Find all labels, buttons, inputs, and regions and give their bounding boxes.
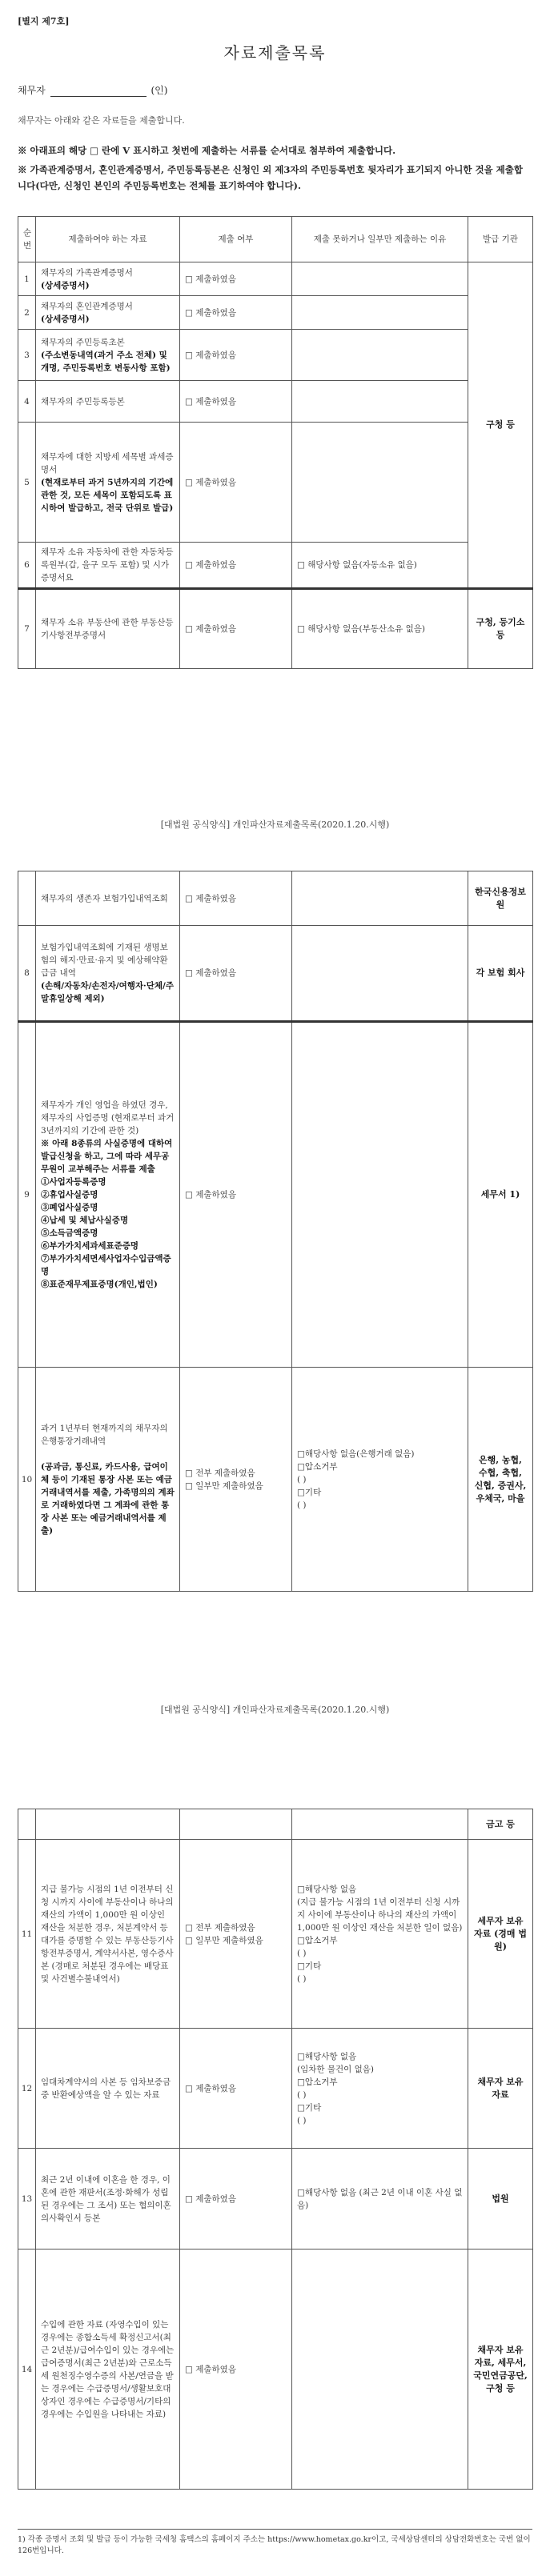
reason-checkbox[interactable]: □ 해당사항 없음(자동소유 없음)	[292, 543, 468, 589]
table-row: 7 채무자 소유 부동산에 관한 부동산등기사항전부증명서 □ 제출하였음 □ 해당사항 없음(부동산소유 없음) 구청, 등기소 등	[18, 589, 533, 669]
reason-checkbox[interactable]: □ 해당사항 없음(부동산소유 없음)	[292, 589, 468, 669]
header-submitted: 제출 여부	[180, 217, 292, 262]
header-item: 제출하여야 하는 자료	[36, 217, 180, 262]
table-row: 8 보험가입내역조회에 기재된 생명보험의 해지·만료·유지 및 예상해약환급금 내역 (손해/자동차/손전자/여행자·단체/주말휴일상해 제외) □ 제출하였음 각 보험 회사	[18, 926, 533, 1022]
reason-checkbox[interactable]: □해당사항 없음(은행거래 없음)	[297, 1448, 415, 1459]
table-row: 10 과거 1년부터 현재까지의 채무자의 은행통장거래내역 (공과금, 통신료, 카드사용, 급여이체 등이 기재된 통장 사본 또는 예금거래내역서를 제출, 가족명의의 계좌로 거래하였다면 그 계좌에 관한 통장 사본 또는 예금거래내역서를 제출) □ 전부 제출하였음 □ 일부만 제출하였음 □해당사항 없음(은행거래 없음) □압소거부 ( ) □기타 ( ) 은행, 농협, 수협, 축협, 신협, 증권사, 우체국, 마을	[18, 1368, 533, 1592]
submitted-checkbox[interactable]: □ 제출하였음	[180, 589, 292, 669]
issuer-cell: 세무서 1)	[468, 1022, 533, 1368]
submitted-checkbox[interactable]: □ 제출하였음	[180, 926, 292, 1022]
submitted-checkbox[interactable]: □ 제출하였음	[180, 543, 292, 589]
table-row: 12 임대차계약서의 사본 등 임차보증금 중 반환예상액을 알 수 있는 자료 □ 제출하였음 □해당사항 없음 (임차한 물건이 없음) □압소거부 ( ) □기타 ( ) 채무자 보유 자료	[18, 2029, 533, 2149]
note-1: ※ 아래표의 해당 □ 란에 V 표시하고 첫번에 제출하는 서류를 순서대로 첨부하여 제출합니다.	[18, 145, 396, 156]
table-row: 11 지급 불가능 시점의 1년 이전부터 신청 시까지 사이에 부동산이나 하나의 재산의 가액이 1,000만 원 이상인 재산을 처분한 경우, 처분계약서 등 대가를 증명할 수 있는 부동산등기사항전부증명서, 계약서사본, 영수증사본 (경매로 처분된 경우에는 배당표 및 사건별수불내역서) □ 전부 제출하였음 □ 일부만 제출하였음 □해당사항 없음 (지급 불가능 시점의 1년 이전부터 신청 시까지 사이에 부동산이나 하나의 재산의 가액이 1,000만 원 이상인 재산을 처분한 일이 없음) □압소거부 ( ) □기타 ( ) 세무자 보유 자료 (경매 법원)	[18, 1840, 533, 2029]
submitted-all-checkbox[interactable]: □ 전부 제출하였음	[185, 1468, 255, 1478]
issuer-cell: 세무자 보유 자료 (경매 법원)	[468, 1840, 533, 2029]
table-row: 1 채무자의 가족관계증명서 (상세증명서) □ 제출하였음 구청 등	[18, 262, 533, 296]
reason-checkbox[interactable]: □압소거부	[297, 1461, 338, 1472]
submitted-partial-checkbox[interactable]: □ 일부만 제출하였음	[185, 1480, 263, 1491]
intro-text: 채무자는 아래와 같은 자료들을 제출합니다.	[18, 115, 185, 126]
reason-checkbox[interactable]: □기타	[297, 1961, 322, 1971]
submitted-checkbox[interactable]: □ 제출하였음	[180, 871, 292, 926]
table-row: 13 최근 2년 이내에 이혼을 한 경우, 이혼에 관한 재판서(조정·화해가 성립된 경우에는 그 조서) 또는 협의이혼의사확인서 등본 □ 제출하였음 □해당사항 없음 (최근 2년 이내 이혼 사실 없음) 법원	[18, 2149, 533, 2249]
reason-checkbox[interactable]: □압소거부	[297, 2077, 338, 2087]
table-page-1	[18, 216, 532, 669]
reason-checkbox[interactable]: □기타	[297, 2102, 322, 2113]
header-issuer: 발급 기관	[468, 217, 533, 262]
seal-label: (인)	[151, 85, 168, 96]
issuer-cell: 구청 등	[468, 262, 533, 589]
submitted-checkbox[interactable]: □ 제출하였음	[180, 262, 292, 296]
reason-checkbox[interactable]: □해당사항 없음	[297, 1884, 357, 1894]
reason-checkbox[interactable]: □기타	[297, 1487, 322, 1497]
table-row: 9 채무자가 개인 영업을 하였던 경우, 채무자의 사업증명 (현재로부터 과거 3년까지의 기간에 관한 것) ※ 아래 8종류의 사실증명에 대하여 발급신청을 하고, 그에 따라 세무공무원이 교부해주는 서류를 제출 ①사업자등록증명 ②휴업사실증명 ③폐업사실증명 ④납세 및 체납사실증명 ⑤소득금액증명 ⑥부가가치세과세표준증명 ⑦부가가치세면세사업자수입금액증명 ⑧표준재무제표증명(개인,법인) □ 제출하였음 세무서 1)	[18, 1022, 533, 1368]
page-footer-2: [대법원 공식양식] 개인파산자료제출목록(2020.1.20.시행)	[160, 1705, 390, 1715]
issuer-cell: 금고 등	[468, 1809, 533, 1840]
issuer-cell: 한국신용정보원	[468, 871, 533, 926]
submitted-checkbox[interactable]: □ 제출하였음	[180, 2149, 292, 2249]
debtor-name-field[interactable]	[50, 85, 147, 97]
table-row: 6 채무자 소유 자동차에 관한 자동차등록원부(갑, 을구 모두 포함) 및 시가 증명서요 □ 제출하였음 □ 해당사항 없음(자동소유 없음)	[18, 543, 533, 589]
issuer-cell: 채무자 보유 자료	[468, 2029, 533, 2149]
issuer-cell: 각 보험 회사	[468, 926, 533, 1022]
notes	[18, 142, 530, 197]
issuer-cell: 구청, 등기소 등	[468, 589, 533, 669]
submitted-checkbox[interactable]: □ 제출하였음	[180, 381, 292, 423]
issuer-cell: 채무자 보유 자료, 세무서, 국민연금공단, 구청 등	[468, 2249, 533, 2490]
submitted-checkbox[interactable]: □ 제출하였음	[180, 330, 292, 381]
submitted-checkbox[interactable]: □ 제출하였음	[180, 1022, 292, 1368]
table-row: 4 채무자의 주민등록등본 □ 제출하였음	[18, 381, 533, 423]
form-tag: [별지 제7호]	[18, 16, 70, 26]
issuer-cell: 법원	[468, 2149, 533, 2249]
table-row: 14 수입에 관한 자료 (자영수입이 있는 경우에는 종합소득세 확정신고서(최근 2년분)/급여수입이 있는 경우에는 급여증명서(최근 2년분)와 근로소득세 원천징수영수증의 사본/연금을 받는 경우에는 수급증명서/생활보호대상자인 경우에는 수급증명서/기타의 경우에는 수입원을 나타내는 자료) □ 제출하였음 채무자 보유 자료, 세무서, 국민연금공단, 구청 등	[18, 2249, 533, 2490]
note-2: ※ 가족관계증명서, 혼인관계증명서, 주민등록등본은 신청인 외 제3자의 주민등록번호 뒷자리가 표기되지 아니한 것을 제출합니다(다만, 신청인 본인의 주민등록번호는 전체를 표기하여야 합니다).	[18, 164, 523, 191]
table-row: 5 채무자에 대한 지방세 세목별 과세증명서 (현재로부터 과거 5년까지의 기간에 관한 것, 모든 세목이 포함되도록 표시하여 발급하고, 전국 단위로 발급) □ 제출하였음	[18, 423, 533, 543]
footnote: 1) 각종 증명서 조회 및 발급 등이 가능한 국세청 홈택스의 홈페이지 주소는 https://www.hometax.go.kr이고, 국세상담센터의 상담전화번호는 국번 없이 126번입니다.	[18, 2529, 532, 2557]
table-page-3	[18, 1809, 532, 2490]
header-reason: 제출 못하거나 일부만 제출하는 이유	[292, 217, 468, 262]
reason-checkbox[interactable]: □해당사항 없음 (최근 2년 이내 이혼 사실 없음)	[292, 2149, 468, 2249]
table-row: 채무자의 생존자 보험가입내역조회 □ 제출하였음 한국신용정보원	[18, 871, 533, 926]
submitted-partial-checkbox[interactable]: □ 일부만 제출하였음	[185, 1935, 263, 1945]
table-row: 2 채무자의 혼인관계증명서 (상세증명서) □ 제출하였음	[18, 296, 533, 330]
page-footer-1: [대법원 공식양식] 개인파산자료제출목록(2020.1.20.시행)	[160, 819, 390, 830]
debtor-line	[18, 83, 167, 97]
table-page-2	[18, 871, 532, 1592]
table-row: 3 채무자의 주민등록초본 (주소변동내역(과거 주소 전체) 및 개명, 주민등록번호 변동사항 포함) □ 제출하였음	[18, 330, 533, 381]
submitted-checkbox[interactable]: □ 제출하였음	[180, 2249, 292, 2490]
reason-checkbox[interactable]: □해당사항 없음	[297, 2051, 357, 2061]
debtor-label: 채무자	[18, 85, 46, 96]
header-no: 순번	[18, 217, 36, 262]
submitted-checkbox[interactable]: □ 제출하였음	[180, 423, 292, 543]
reason-checkbox[interactable]: □압소거부	[297, 1935, 338, 1945]
issuer-cell: 은행, 농협, 수협, 축협, 신협, 증권사, 우체국, 마을	[468, 1368, 533, 1592]
table-row	[18, 1809, 533, 1840]
page-title: 자료제출목록	[223, 43, 327, 62]
submitted-all-checkbox[interactable]: □ 전부 제출하였음	[185, 1922, 255, 1933]
submitted-checkbox[interactable]: □ 제출하였음	[180, 2029, 292, 2149]
submitted-checkbox[interactable]: □ 제출하였음	[180, 296, 292, 330]
